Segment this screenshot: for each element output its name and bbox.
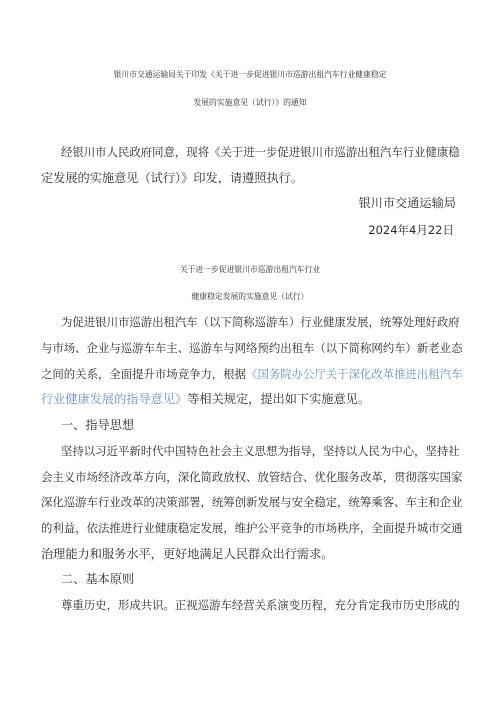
notice-title-line-1: 银川市交通运输局关于印发《关于进一步促进银川市巡游出租汽车行业健康稳定 bbox=[113, 70, 387, 79]
intro-line-4-text: 等相关规定，提出如下实施意见。 bbox=[187, 392, 371, 406]
section-1-line-1: 坚持以习近平新时代中国特色社会主义思想为指导，坚持以人民为中心，坚持社 bbox=[61, 444, 460, 458]
issue-date: 2024年4月22日 bbox=[368, 223, 454, 237]
intro-line-3 bbox=[41, 366, 462, 382]
intro-line-3-text: 之间的关系，全面提升市场竞争力，根据 bbox=[41, 367, 247, 381]
section-1-heading: 一、指导思想 bbox=[61, 418, 135, 432]
section-1-line-2: 会主义市场经济改革方向，深化简政放权、放管结合、优化服务改革，贯彻落实国家 bbox=[41, 470, 463, 484]
policy-document-link-continued[interactable]: 行业健康发展的指导意见》 bbox=[41, 392, 188, 406]
notice-body-line-1: 经银川市人民政府同意，现将《关于进一步促进银川市巡游出租汽车行业健康稳 bbox=[61, 145, 460, 159]
notice-body-line-2: 定发展的实施意见（试行）》印发，请遵照执行。 bbox=[41, 171, 304, 185]
section-1-line-4: 的利益，依法推进行业健康稳定发展，维护公平竞争的市场秩序，全面提升城市交通 bbox=[41, 521, 463, 535]
opinion-title-line-2: 健康稳定发展的实施意见（试行） bbox=[191, 292, 309, 301]
intro-line-1: 为促进银川市巡游出租汽车（以下简称巡游车）行业健康发展，统筹处理好政府 bbox=[61, 315, 460, 329]
notice-title-line-2: 发展的实施意见（试行）》的通知 bbox=[193, 98, 307, 107]
intro-line-2: 与市场、企业与巡游车车主、巡游车与网络预约出租车（以下简称网约车）新老业态 bbox=[41, 341, 463, 355]
section-2-line-1: 尊重历史，形成共识。正视巡游车经营关系演变历程，充分肯定我市历史形成的 bbox=[61, 598, 460, 612]
issuer-name: 银川市交通运输局 bbox=[358, 196, 456, 210]
policy-document-link[interactable]: 《国务院办公厅关于深化改革推进出租汽车 bbox=[246, 367, 463, 381]
section-2-heading: 二、基本原则 bbox=[61, 572, 135, 586]
section-1-line-5: 治理能力和服务水平，更好地满足人民群众出行需求。 bbox=[41, 547, 334, 561]
section-1-line-3: 深化巡游车行业改革的决策部署，统筹创新发展与安全稳定，统筹乘客、车主和企业 bbox=[41, 495, 463, 509]
opinion-title-line-1: 关于进一步促进银川市巡游出租汽车行业 bbox=[179, 265, 321, 274]
intro-line-4 bbox=[41, 391, 370, 407]
